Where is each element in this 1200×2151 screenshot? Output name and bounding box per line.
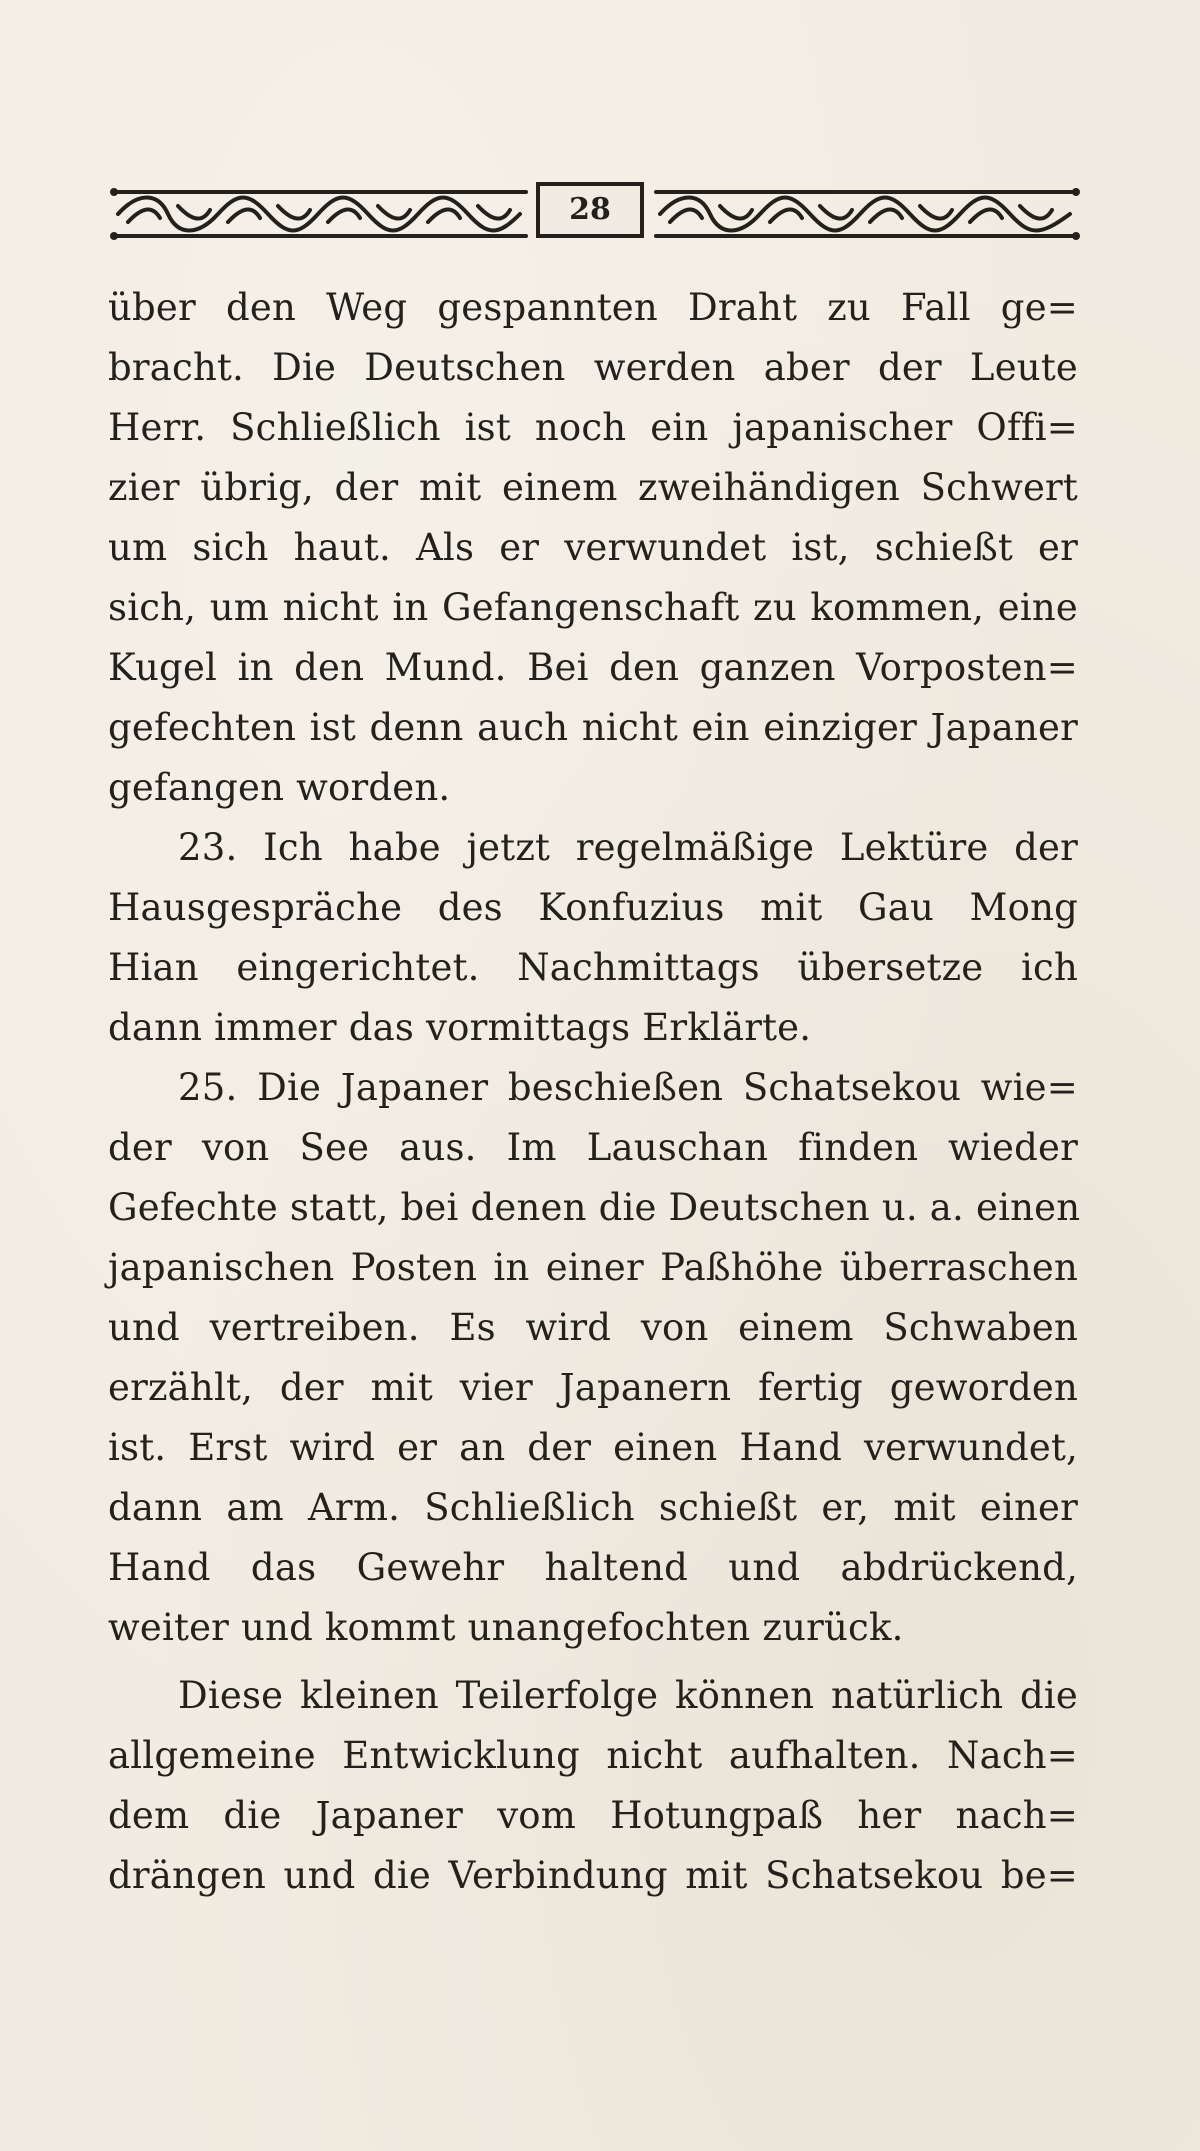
- text-line: Herr. Schließlich ist noch ein japanischer Offi=: [108, 406, 1078, 449]
- text-line: Kugel in den Mund. Bei den ganzen Vorposten=: [108, 646, 1078, 689]
- text-line: sich, um nicht in Gefangenschaft zu kommen, eine: [108, 586, 1078, 629]
- text-line: dann am Arm. Schließlich schießt er, mit einer: [108, 1486, 1078, 1529]
- body-text: [108, 278, 1081, 1906]
- page-header-ornament: [108, 178, 1088, 248]
- text-line: erzählt, der mit vier Japanern fertig geworden: [108, 1366, 1078, 1409]
- text-line: und vertreiben. Es wird von einem Schwaben: [108, 1306, 1078, 1349]
- text-line: dem die Japaner vom Hotungpaß her nach=: [108, 1794, 1078, 1837]
- text-line: Hian eingerichtet. Nachmittags übersetze ich: [108, 946, 1078, 989]
- paragraph-first-line: 23. Ich habe jetzt regelmäßige Lektüre der: [178, 826, 1078, 869]
- text-line: weiter und kommt unangefochten zurück.: [108, 1606, 904, 1649]
- text-line: gefangen worden.: [108, 766, 451, 809]
- text-line: der von See aus. Im Lauschan finden wieder: [108, 1126, 1078, 1169]
- paragraph-gap: [108, 1658, 1078, 1666]
- page-number-box: [536, 182, 644, 238]
- text-line: dann immer das vormittags Erklärte.: [108, 1006, 812, 1049]
- page-number: 28: [569, 192, 611, 227]
- text-line: bracht. Die Deutschen werden aber der Leute: [108, 346, 1078, 389]
- text-line: ist. Erst wird er an der einen Hand verwundet,: [108, 1426, 1078, 1469]
- text-line: Hausgespräche des Konfuzius mit Gau Mong: [108, 886, 1078, 929]
- text-line: gefechten ist denn auch nicht ein einziger Japaner: [108, 706, 1078, 749]
- text-line: über den Weg gespannten Draht zu Fall ge=: [108, 286, 1078, 329]
- text-line: allgemeine Entwicklung nicht aufhalten. Nach=: [108, 1734, 1078, 1777]
- text-line: drängen und die Verbindung mit Schatsekou be=: [108, 1854, 1078, 1897]
- text-line: zier übrig, der mit einem zweihändigen Schwert: [108, 466, 1078, 509]
- text-line: um sich haut. Als er verwundet ist, schießt er: [108, 526, 1078, 569]
- paragraph-first-line: Diese kleinen Teilerfolge können natürlich die: [178, 1674, 1078, 1717]
- paragraph-first-line: 25. Die Japaner beschießen Schatsekou wie=: [178, 1066, 1078, 1109]
- text-line: Gefechte statt, bei denen die Deutschen u. a. einen: [108, 1186, 1081, 1229]
- text-line: Hand das Gewehr haltend und abdrückend,: [108, 1546, 1078, 1589]
- text-line: japanischen Posten in einer Paßhöhe überraschen: [108, 1246, 1078, 1289]
